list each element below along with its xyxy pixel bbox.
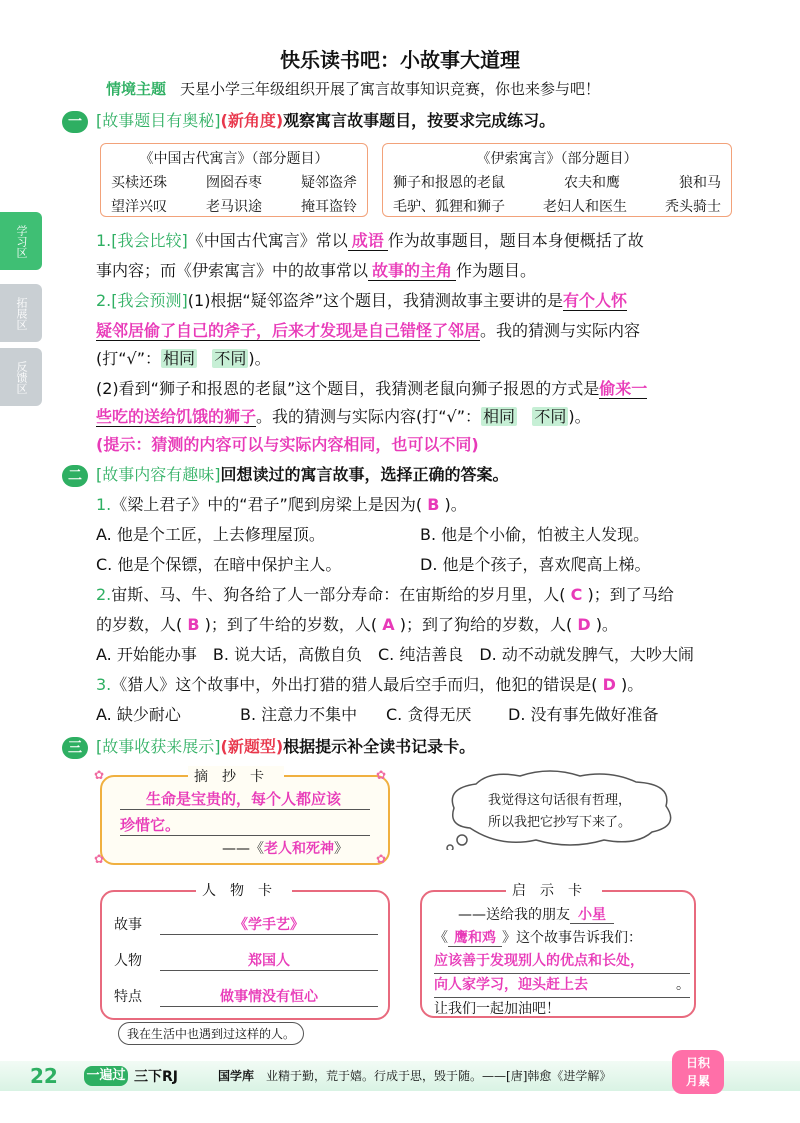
question-label: [我会预测]: [111, 291, 188, 310]
question-number: 1.: [96, 495, 112, 514]
dedication-text: ——送给我的朋友: [458, 907, 570, 923]
choice-answer[interactable]: D: [577, 615, 591, 634]
speech-bubble: 我在生活中也遇到过这样的人。: [118, 1022, 304, 1045]
excerpt-source: [222, 838, 348, 858]
choice-answer[interactable]: C: [570, 585, 583, 604]
hint-text: (提示：猜测的内容可以与实际内容相同，也可以不同): [96, 435, 479, 454]
fable-title: 狮子和报恩的老鼠: [393, 175, 505, 191]
closing-text: 让我们一起加油吧！: [434, 1001, 560, 1017]
question-text: 的岁数，人(: [96, 615, 183, 634]
choice-answer[interactable]: D: [602, 675, 616, 694]
option-a[interactable]: A. 缺少耐心: [96, 705, 181, 724]
question-text: )。: [248, 349, 271, 368]
story-answer[interactable]: 鹰和鸡: [448, 930, 502, 947]
theme-tag: 情境主题: [106, 80, 167, 98]
character-fields: [114, 906, 378, 1014]
field-label: 故事: [114, 917, 142, 933]
lesson-answer[interactable]: 应该善于发现别人的优点和长处，: [434, 953, 644, 969]
answer-blank[interactable]: 故事的主角: [368, 261, 456, 281]
quote-head: 国学库: [218, 1069, 255, 1083]
answer-blank[interactable]: 偷来一: [599, 379, 648, 398]
question-text: (1)根据“疑邻盗斧”这个题目，我猜测故事主要讲的是: [187, 291, 564, 310]
theme-text: 天星小学三年级组织开展了寓言故事知识竞赛，你也来参与吧！: [180, 80, 601, 98]
aesop-fables-box: [382, 143, 732, 217]
character-card-title: 人物卡: [196, 880, 292, 900]
field-answer[interactable]: 郑国人: [160, 950, 378, 971]
question-label: [我会比较]: [111, 231, 188, 250]
section2-instruction: 回想读过的寓言故事，选择正确的答案。: [220, 465, 509, 484]
fable-title: 买椟还珠: [111, 175, 167, 191]
option-different[interactable]: 不同: [214, 349, 247, 368]
story-text: 》这个故事告诉我们：: [502, 930, 642, 946]
option-different[interactable]: 不同: [534, 407, 567, 426]
question-text: 作为故事题目，题目本身便概括了故: [387, 231, 644, 250]
inspiration-text: [434, 904, 690, 1021]
fable-title: 毛驴、狐狸和狮子: [393, 199, 505, 215]
fable-title: 疑邻盗斧: [301, 175, 357, 191]
s2-q2-line1: [96, 582, 674, 605]
option-d[interactable]: D. 没有事先做好准备: [508, 705, 659, 724]
side-tab-extend[interactable]: 拓展区: [0, 284, 42, 342]
source-prefix: ——《: [222, 841, 264, 857]
section2-heading: [62, 462, 509, 487]
option-same[interactable]: 相同: [163, 349, 196, 368]
s1-q1-line1: [96, 228, 644, 251]
field-answer[interactable]: 做事情没有恒心: [160, 986, 378, 1007]
answer-blank[interactable]: 些吃的送给饥饿的狮子: [96, 407, 257, 426]
section1-bracket: [故事题目有奥秘]: [96, 111, 221, 130]
question-text: )；到了狗给的岁数，人(: [399, 615, 573, 634]
section1-number: 一: [62, 111, 88, 133]
bracket-open: 《: [434, 930, 448, 946]
flower-icon: ✿: [94, 768, 105, 782]
s1-q2-line2: [96, 318, 640, 341]
question-text: )；到了牛给的岁数，人(: [204, 615, 378, 634]
option-b[interactable]: B. 注意力不集中: [240, 705, 358, 724]
box-title: 《伊索寓言》（部分题目）: [476, 151, 638, 167]
fable-title: 老妇人和医生: [543, 199, 627, 215]
s1-q2-line3: [96, 346, 271, 369]
section1-tag: (新角度): [220, 111, 284, 130]
answer-blank[interactable]: 成语: [348, 231, 388, 251]
cloud-line: 所以我把它抄写下来了。: [488, 815, 632, 830]
question-number: 3.: [96, 675, 112, 694]
source-answer[interactable]: 老人和死神: [264, 841, 334, 857]
page-title: 快乐读书吧：小故事大道理: [280, 48, 520, 72]
field-label: 人物: [114, 953, 142, 969]
footer-quote: [218, 1067, 611, 1084]
fable-title: 秃头骑士: [665, 199, 721, 215]
choice-answer[interactable]: B: [187, 615, 200, 634]
grade-label: 三下RJ: [134, 1069, 178, 1085]
period: 。: [676, 977, 690, 993]
section1-instruction: 观察寓言故事题目，按要求完成练习。: [283, 111, 556, 130]
brand-logo: 一遍过: [84, 1066, 128, 1086]
field-answer[interactable]: 《学手艺》: [160, 914, 378, 935]
fable-title: 掩耳盗铃: [301, 199, 357, 215]
option-c[interactable]: C. 贪得无厌: [386, 705, 472, 724]
friend-answer[interactable]: 小星: [570, 907, 614, 924]
section3-number: 三: [62, 737, 88, 759]
option-d[interactable]: D. 他是个孩子，喜欢爬高上梯。: [420, 555, 651, 574]
fable-title: 老马识途: [206, 199, 262, 215]
answer-blank[interactable]: 有个人怀: [563, 291, 628, 310]
excerpt-answer[interactable]: 珍惜它。: [120, 816, 181, 834]
question-text: 作为题目。: [456, 261, 537, 280]
section2-number: 二: [62, 465, 88, 487]
excerpt-answer[interactable]: 生命是宝贵的，每个人都应该: [146, 790, 342, 808]
excerpt-card-title: 摘抄卡: [188, 766, 284, 786]
s2-q2-line2: [96, 612, 618, 635]
question-text: )。: [444, 495, 467, 514]
option-a[interactable]: A. 他是个工匠，上去修理屋顶。: [96, 525, 325, 544]
section3-bracket: [故事收获来展示]: [96, 737, 221, 756]
flower-icon: ✿: [94, 852, 105, 866]
cloud-text: [488, 790, 631, 834]
excerpt-text: [120, 788, 370, 836]
box-title: 《中国古代寓言》（部分题目）: [139, 151, 329, 167]
section3-tag: (新题型): [220, 737, 284, 756]
s1-q1-line2: [96, 258, 536, 281]
section3-heading: [62, 734, 475, 759]
question-text: )。: [595, 615, 618, 634]
question-text: (打“√”：: [96, 349, 162, 368]
question-text: (2)看到“狮子和报恩的老鼠”这个题目，我猜测老鼠向狮子报恩的方式是: [96, 379, 600, 398]
fable-title: 农夫和鹰: [564, 175, 620, 191]
s1-q2-line5: [96, 404, 591, 427]
badge-line: 月累: [685, 1074, 710, 1088]
question-text: 事内容；而《伊索寓言》中的故事常以: [96, 261, 369, 280]
question-text: 《猎人》这个故事中，外出打猎的猎人最后空手而归，他犯的错误是(: [111, 675, 598, 694]
fable-title: 望洋兴叹: [111, 199, 167, 215]
s1-q2-line1: [96, 288, 627, 311]
flower-icon: ✿: [376, 768, 387, 782]
question-text: )。: [620, 675, 644, 694]
page-number: 22: [30, 1064, 58, 1088]
option-c[interactable]: C. 他是个保镖，在暗中保护主人。: [96, 555, 342, 574]
field-label: 特点: [114, 989, 142, 1005]
question-number: 2.: [96, 585, 112, 604]
quote-text: 业精于勤，荒于嬉。行成于思，毁于随。——[唐]韩愈《进学解》: [266, 1069, 612, 1083]
lesson-answer[interactable]: 向人家学习，迎头赶上去: [434, 977, 588, 993]
inspiration-card-title: 启示卡: [506, 880, 602, 900]
s2-q3: [96, 672, 643, 695]
option-b[interactable]: B. 他是个小偷，怕被主人发现。: [420, 525, 650, 544]
fable-title: 囫囵吞枣: [206, 175, 262, 191]
cloud-line: 我觉得这句话很有哲理，: [488, 793, 632, 808]
answer-blank[interactable]: 疑邻居偷了自己的斧子，后来才发现是自己错怪了邻居: [96, 321, 481, 340]
q2-options[interactable]: A. 开始能办事 B. 说大话，高傲自负 C. 纯洁善良 D. 动不动就发脾气，大吵大闹: [96, 645, 694, 664]
flower-icon: ✿: [376, 852, 387, 866]
section3-instruction: 根据提示补全读书记录卡。: [283, 737, 476, 756]
chinese-fables-box: [100, 143, 368, 217]
section1-heading: [62, 108, 555, 133]
question-text: )；到了马给: [587, 585, 674, 604]
choice-answer[interactable]: B: [427, 495, 440, 514]
question-text: 《中国古代寓言》常以: [187, 231, 348, 250]
s1-q2-line4: [96, 376, 647, 399]
option-same[interactable]: 相同: [483, 407, 516, 426]
section2-bracket: [故事内容有趣味]: [96, 465, 221, 484]
question-text: )。: [568, 407, 591, 426]
theme-line: [106, 78, 600, 99]
daily-badge: [672, 1050, 724, 1094]
source-suffix: 》: [334, 841, 348, 857]
question-text: 。我的猜测与实际内容(打“√”：: [256, 407, 482, 426]
question-number: 1.: [96, 231, 112, 250]
question-number: 2.: [96, 291, 112, 310]
question-text: 。我的猜测与实际内容: [480, 321, 641, 340]
side-tab-study[interactable]: 学习区: [0, 212, 42, 270]
badge-line: 日积: [685, 1056, 710, 1070]
question-text: 宙斯、马、牛、狗各给了人一部分寿命：在宙斯给的岁月里，人(: [111, 585, 566, 604]
fable-title: 狼和马: [679, 175, 721, 191]
question-text: 《梁上君子》中的“君子”爬到房梁上是因为(: [111, 495, 423, 514]
side-tab-feedback[interactable]: 反馈区: [0, 348, 42, 406]
s2-q1: [96, 492, 467, 515]
choice-answer[interactable]: A: [382, 615, 395, 634]
